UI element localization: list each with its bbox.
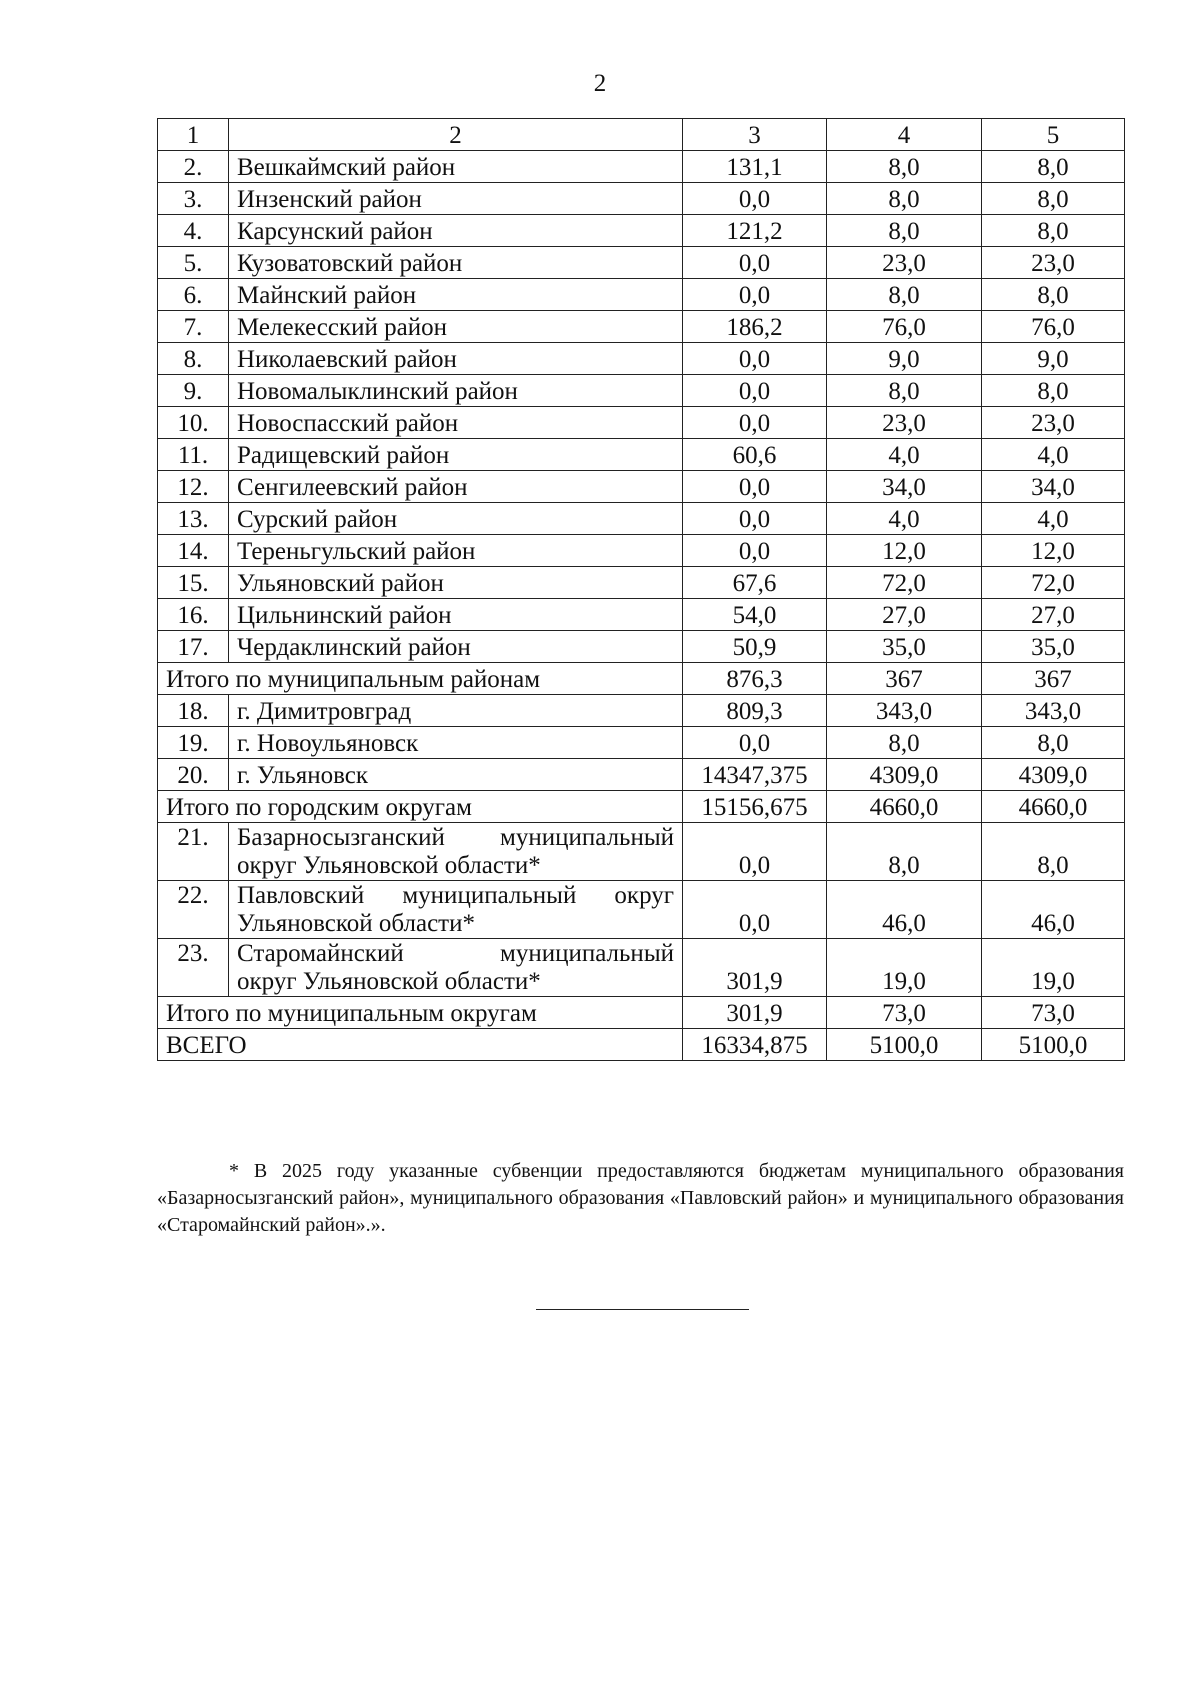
value-col3: 0,0 (683, 183, 827, 215)
value-col5: 35,0 (982, 631, 1125, 663)
value-col4: 72,0 (827, 567, 982, 599)
row-number: 17. (158, 631, 229, 663)
value-col5: 23,0 (982, 247, 1125, 279)
value-col5: 23,0 (982, 407, 1125, 439)
row-number: 10. (158, 407, 229, 439)
value-col4: 23,0 (827, 407, 982, 439)
value-col5: 4,0 (982, 503, 1125, 535)
value-col4: 8,0 (827, 375, 982, 407)
district-name: Кузоватовский район (229, 247, 683, 279)
table-row (158, 247, 1125, 279)
value-col4: 27,0 (827, 599, 982, 631)
value-col5: 4309,0 (982, 759, 1125, 791)
row-number: 3. (158, 183, 229, 215)
row-number: 2. (158, 151, 229, 183)
row-number: 20. (158, 759, 229, 791)
value-col3: 0,0 (683, 823, 827, 881)
table-row (158, 503, 1125, 535)
district-name: Мелекесский район (229, 311, 683, 343)
value-col3: 50,9 (683, 631, 827, 663)
row-number: 14. (158, 535, 229, 567)
table-row (158, 279, 1125, 311)
value-col3: 186,2 (683, 311, 827, 343)
district-name: Чердаклинский район (229, 631, 683, 663)
okrug-name (229, 823, 683, 881)
grand-total-label: ВСЕГО (158, 1029, 683, 1061)
total-cities-col3: 15156,675 (683, 791, 827, 823)
value-col3: 121,2 (683, 215, 827, 247)
district-name: Майнский район (229, 279, 683, 311)
value-col5: 46,0 (982, 881, 1125, 939)
total-okrugs-row (158, 997, 1125, 1029)
city-name: г. Новоульяновск (229, 727, 683, 759)
okrug-name-line1: Старомайнский муниципальный (237, 940, 674, 967)
header-cell-1: 1 (158, 119, 229, 151)
total-districts-col3: 876,3 (683, 663, 827, 695)
row-number: 15. (158, 567, 229, 599)
total-okrugs-label: Итого по муниципальным округам (158, 997, 683, 1029)
table-row (158, 727, 1125, 759)
table-row (158, 939, 1125, 997)
value-col5: 12,0 (982, 535, 1125, 567)
total-okrugs-col4: 73,0 (827, 997, 982, 1029)
value-col4: 35,0 (827, 631, 982, 663)
value-col4: 8,0 (827, 823, 982, 881)
grand-total-row (158, 1029, 1125, 1061)
okrug-name-line2: округ Ульяновской области* (237, 968, 541, 995)
table-row (158, 407, 1125, 439)
value-col5: 8,0 (982, 215, 1125, 247)
okrug-name-line1: Павловский муниципальный округ (237, 882, 674, 909)
value-col5: 34,0 (982, 471, 1125, 503)
value-col4: 343,0 (827, 695, 982, 727)
district-name: Вешкаймский район (229, 151, 683, 183)
value-col5: 8,0 (982, 823, 1125, 881)
value-col5: 76,0 (982, 311, 1125, 343)
header-cell-2: 2 (229, 119, 683, 151)
table-row (158, 881, 1125, 939)
value-col5: 8,0 (982, 151, 1125, 183)
district-name: Новомалыклинский район (229, 375, 683, 407)
total-cities-label: Итого по городским округам (158, 791, 683, 823)
value-col4: 4,0 (827, 439, 982, 471)
row-number: 13. (158, 503, 229, 535)
value-col4: 76,0 (827, 311, 982, 343)
value-col5: 8,0 (982, 279, 1125, 311)
table-row (158, 599, 1125, 631)
table-row (158, 823, 1125, 881)
city-name: г. Ульяновск (229, 759, 683, 791)
header-cell-4: 4 (827, 119, 982, 151)
value-col4: 19,0 (827, 939, 982, 997)
district-name: Николаевский район (229, 343, 683, 375)
row-number: 21. (158, 823, 229, 881)
table-row (158, 471, 1125, 503)
row-number: 19. (158, 727, 229, 759)
value-col3: 0,0 (683, 535, 827, 567)
row-number: 18. (158, 695, 229, 727)
value-col3: 0,0 (683, 343, 827, 375)
row-number: 23. (158, 939, 229, 997)
value-col4: 8,0 (827, 727, 982, 759)
table-header-row (158, 119, 1125, 151)
value-col3: 0,0 (683, 881, 827, 939)
value-col3: 67,6 (683, 567, 827, 599)
value-col3: 809,3 (683, 695, 827, 727)
value-col3: 131,1 (683, 151, 827, 183)
row-number: 5. (158, 247, 229, 279)
table-row (158, 183, 1125, 215)
value-col5: 8,0 (982, 183, 1125, 215)
value-col4: 9,0 (827, 343, 982, 375)
district-name: Сурский район (229, 503, 683, 535)
table-row (158, 151, 1125, 183)
value-col3: 0,0 (683, 727, 827, 759)
district-name: Сенгилеевский район (229, 471, 683, 503)
value-col3: 0,0 (683, 471, 827, 503)
row-number: 6. (158, 279, 229, 311)
value-col4: 8,0 (827, 151, 982, 183)
row-number: 16. (158, 599, 229, 631)
header-cell-3: 3 (683, 119, 827, 151)
row-number: 7. (158, 311, 229, 343)
table-row (158, 695, 1125, 727)
total-districts-label: Итого по муниципальным районам (158, 663, 683, 695)
value-col3: 0,0 (683, 375, 827, 407)
okrug-name (229, 939, 683, 997)
page-number: 2 (593, 70, 607, 97)
grand-total-col4: 5100,0 (827, 1029, 982, 1061)
value-col4: 8,0 (827, 279, 982, 311)
subvention-table (157, 118, 1125, 1061)
value-col3: 0,0 (683, 503, 827, 535)
total-districts-row (158, 663, 1125, 695)
value-col4: 46,0 (827, 881, 982, 939)
row-number: 8. (158, 343, 229, 375)
value-col3: 0,0 (683, 247, 827, 279)
district-name: Инзенский район (229, 183, 683, 215)
row-number: 11. (158, 439, 229, 471)
grand-total-col5: 5100,0 (982, 1029, 1125, 1061)
row-number: 12. (158, 471, 229, 503)
footnote: * В 2025 году указанные субвенции предоставляются бюджетам муниципального образования «Базарносызганский район», муниципального образования «Павловский район» и муниципального образования «Старомайнский район».». (157, 1160, 1124, 1236)
okrug-name-line2: Ульяновской области* (237, 910, 475, 937)
table-row (158, 759, 1125, 791)
city-name: г. Димитровград (229, 695, 683, 727)
total-cities-row (158, 791, 1125, 823)
total-districts-col5: 367 (982, 663, 1125, 695)
okrug-name (229, 881, 683, 939)
table-row (158, 375, 1125, 407)
value-col4: 8,0 (827, 183, 982, 215)
value-col5: 8,0 (982, 727, 1125, 759)
closing-rule (536, 1309, 749, 1310)
total-cities-col4: 4660,0 (827, 791, 982, 823)
table-row (158, 567, 1125, 599)
district-name: Цильнинский район (229, 599, 683, 631)
value-col5: 27,0 (982, 599, 1125, 631)
row-number: 22. (158, 881, 229, 939)
value-col4: 4,0 (827, 503, 982, 535)
table-row (158, 311, 1125, 343)
row-number: 4. (158, 215, 229, 247)
total-districts-col4: 367 (827, 663, 982, 695)
district-name: Ульяновский район (229, 567, 683, 599)
value-col4: 34,0 (827, 471, 982, 503)
total-okrugs-col5: 73,0 (982, 997, 1125, 1029)
value-col5: 8,0 (982, 375, 1125, 407)
value-col4: 8,0 (827, 215, 982, 247)
total-okrugs-col3: 301,9 (683, 997, 827, 1029)
value-col3: 14347,375 (683, 759, 827, 791)
okrug-name-line2: округ Ульяновской области* (237, 852, 541, 879)
grand-total-col3: 16334,875 (683, 1029, 827, 1061)
district-name: Новоспасский район (229, 407, 683, 439)
value-col3: 54,0 (683, 599, 827, 631)
value-col5: 72,0 (982, 567, 1125, 599)
table-row (158, 631, 1125, 663)
value-col5: 343,0 (982, 695, 1125, 727)
value-col5: 19,0 (982, 939, 1125, 997)
value-col4: 23,0 (827, 247, 982, 279)
district-name: Тереньгульский район (229, 535, 683, 567)
value-col4: 12,0 (827, 535, 982, 567)
value-col5: 4,0 (982, 439, 1125, 471)
district-name: Радищевский район (229, 439, 683, 471)
value-col3: 60,6 (683, 439, 827, 471)
total-cities-col5: 4660,0 (982, 791, 1125, 823)
table-row (158, 215, 1125, 247)
value-col5: 9,0 (982, 343, 1125, 375)
table-row (158, 439, 1125, 471)
okrug-name-line1: Базарносызганский муниципальный (237, 824, 674, 851)
value-col3: 301,9 (683, 939, 827, 997)
header-cell-5: 5 (982, 119, 1125, 151)
district-name: Карсунский район (229, 215, 683, 247)
value-col4: 4309,0 (827, 759, 982, 791)
table-row (158, 343, 1125, 375)
row-number: 9. (158, 375, 229, 407)
table-row (158, 535, 1125, 567)
value-col3: 0,0 (683, 407, 827, 439)
value-col3: 0,0 (683, 279, 827, 311)
